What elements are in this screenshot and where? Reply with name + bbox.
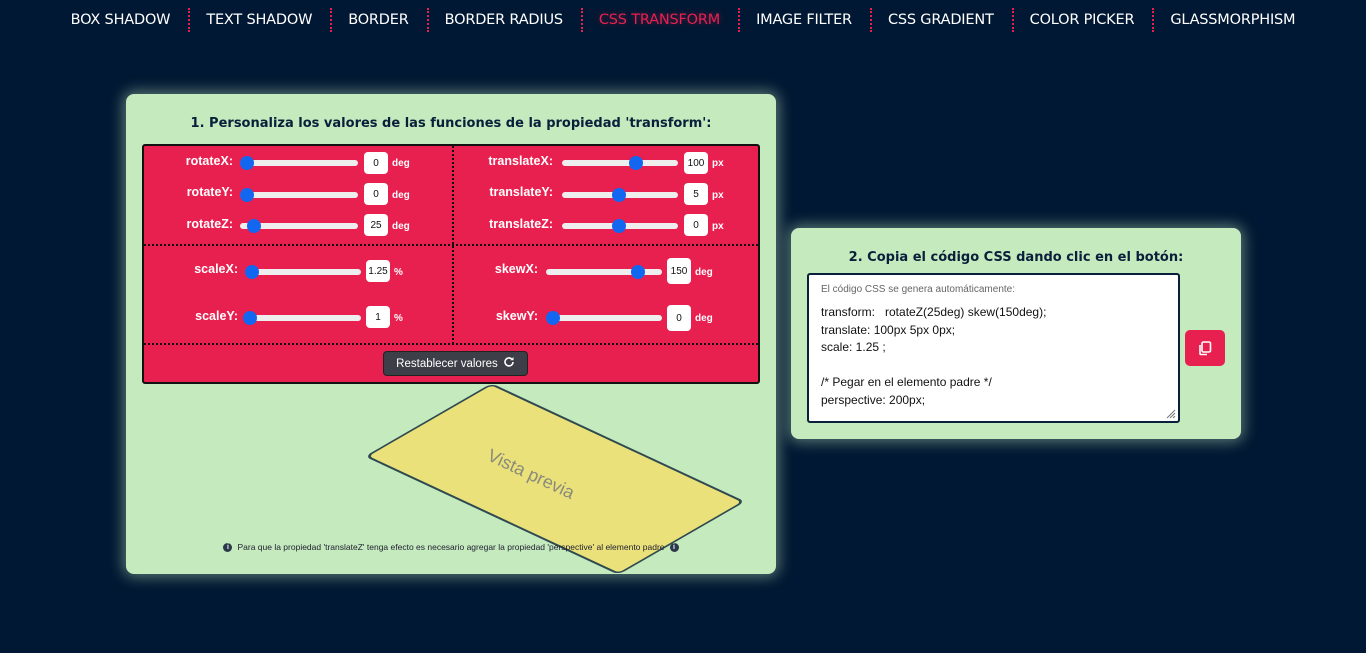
rotatez-slider[interactable] [240, 223, 358, 229]
translatez-unit: px [712, 221, 724, 232]
skewy-slider[interactable] [546, 315, 662, 321]
nav-item-image-filter[interactable]: IMAGE FILTER [738, 8, 870, 32]
reset-button-label: Restablecer valores [396, 357, 498, 370]
slider-thumb[interactable] [631, 265, 645, 279]
rotatex-unit: deg [392, 158, 410, 169]
scalex-input[interactable]: 1.25 [366, 260, 390, 282]
skewx-unit: deg [695, 267, 713, 278]
css-code-panel [791, 228, 1241, 439]
scalex-unit: % [394, 267, 403, 278]
rotatey-slider[interactable] [240, 192, 358, 198]
translatey-unit: px [712, 190, 724, 201]
translatex-input[interactable]: 100 [684, 152, 708, 174]
nav-item-text-shadow[interactable]: TEXT SHADOW [188, 8, 330, 32]
css-code-output: transform: rotateZ(25deg) skew(150deg); translate: 100px 5px 0px; scale: 1.25 ; /* Pegar en el elemento padre */ perspective: 200px; [821, 305, 1047, 407]
translatex-label: translateX: [488, 154, 553, 168]
slider-thumb[interactable] [546, 311, 560, 325]
css-code-textarea[interactable] [807, 273, 1180, 423]
rotatey-input[interactable]: 0 [364, 183, 388, 205]
rotatey-unit: deg [392, 190, 410, 201]
skewy-input[interactable]: 0 [667, 305, 691, 331]
nav-item-box-shadow[interactable]: BOX SHADOW [70, 12, 171, 28]
skewx-slider[interactable] [546, 269, 662, 275]
footnote [126, 542, 776, 552]
slider-thumb[interactable] [612, 219, 626, 233]
rotatex-slider[interactable] [240, 160, 358, 166]
nav-item-border-radius[interactable]: BORDER RADIUS [427, 8, 581, 32]
rotatex-label: rotateX: [185, 154, 233, 168]
slider-thumb[interactable] [612, 188, 626, 202]
footnote-text: Para que la propiedad 'translateZ' tenga efecto es necesario agregar la propiedad 'perspective' al elemento padre [237, 542, 665, 552]
top-nav [0, 0, 1366, 40]
translatey-label: translateY: [489, 185, 553, 199]
skewx-label: skewX: [494, 262, 538, 276]
row-divider [144, 244, 758, 246]
slider-thumb[interactable] [240, 156, 254, 170]
scaley-slider[interactable] [245, 315, 361, 321]
translatex-unit: px [712, 158, 724, 169]
scalex-slider[interactable] [245, 269, 361, 275]
translatey-input[interactable]: 5 [684, 183, 708, 205]
slider-thumb[interactable] [247, 219, 261, 233]
translatez-slider[interactable] [562, 223, 678, 229]
copy-css-button[interactable] [1185, 330, 1225, 366]
skewy-unit: deg [695, 313, 713, 324]
translatey-slider[interactable] [562, 192, 678, 198]
rotatez-input[interactable]: 25 [364, 214, 388, 236]
copy-icon [1197, 340, 1213, 356]
scalex-label: scaleX: [194, 262, 238, 276]
nav-item-color-picker[interactable]: COLOR PICKER [1012, 8, 1153, 32]
skewx-input[interactable]: 150 [667, 258, 691, 284]
skewy-label: skewY: [495, 309, 538, 323]
reset-values-button[interactable] [383, 351, 528, 376]
settings-panel-title: 1. Personaliza los valores de las funciones de la propiedad 'transform': [190, 116, 712, 131]
transform-settings-panel [126, 94, 776, 574]
code-placeholder: El código CSS se genera automáticamente: [821, 284, 1015, 295]
nav-item-glassmorphism[interactable]: GLASSMORPHISM [1152, 8, 1313, 32]
rotatex-input[interactable]: 0 [364, 152, 388, 174]
slider-thumb[interactable] [629, 156, 643, 170]
nav-item-css-transform[interactable]: CSS TRANSFORM [581, 8, 738, 32]
rotatey-label: rotateY: [186, 185, 233, 199]
slider-thumb[interactable] [243, 311, 257, 325]
slider-thumb[interactable] [240, 188, 254, 202]
info-icon: i [670, 543, 679, 552]
transform-controls [142, 144, 760, 384]
scaley-unit: % [394, 313, 403, 324]
rotate-cw-icon [503, 356, 515, 371]
preview-label: Vista previa [484, 445, 578, 503]
scaley-label: scaleY: [195, 309, 238, 323]
row-divider [144, 343, 758, 345]
translatez-label: translateZ: [489, 217, 553, 231]
nav-item-border[interactable]: BORDER [330, 8, 426, 32]
scaley-input[interactable]: 1 [366, 306, 390, 328]
resize-grip-icon[interactable] [1164, 407, 1176, 419]
translatex-slider[interactable] [562, 160, 678, 166]
translatez-input[interactable]: 0 [684, 214, 708, 236]
info-icon: i [223, 543, 232, 552]
nav-item-css-gradient[interactable]: CSS GRADIENT [870, 8, 1012, 32]
code-panel-title: 2. Copia el código CSS dando clic en el botón: [848, 250, 1184, 265]
rotatez-unit: deg [392, 221, 410, 232]
rotatez-label: rotateZ: [186, 217, 233, 231]
slider-thumb[interactable] [245, 265, 259, 279]
